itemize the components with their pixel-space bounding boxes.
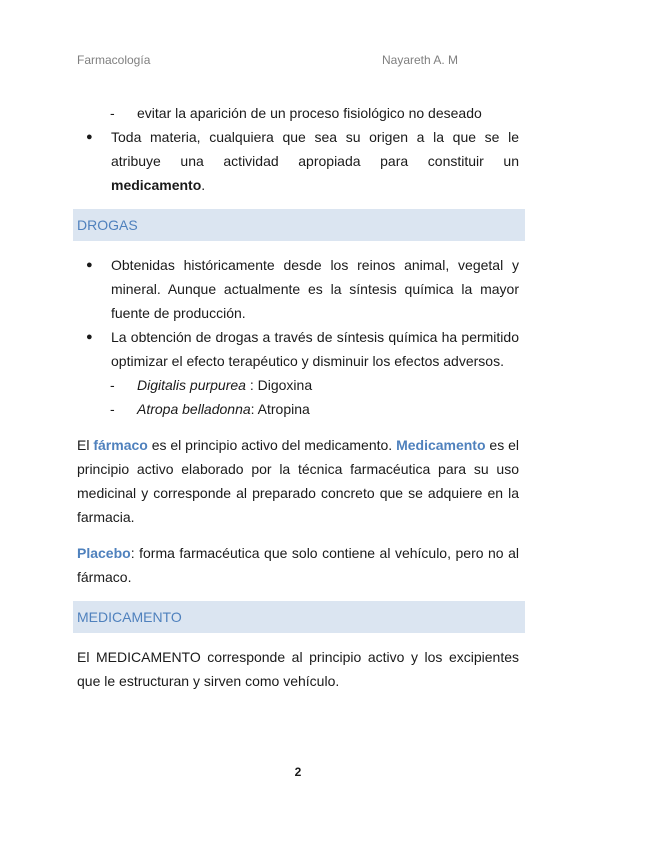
page-number: 2 [294, 765, 302, 779]
list-item [77, 253, 519, 325]
bullet-marker: ● [86, 131, 93, 143]
list-item-text: La obtención de drogas a través de síntesis química ha permitido optimizar el efecto terapéutico y disminuir los efectos adversos. [111, 329, 519, 369]
bullet-marker: ● [86, 259, 93, 271]
separator: : [245, 377, 258, 393]
farmaco-paragraph [77, 433, 519, 529]
example-item [77, 397, 519, 421]
bold-term: medicamento [111, 177, 202, 193]
bullet-marker: ● [86, 331, 93, 343]
list-item-text: Toda materia, cualquiera que sea su origen a la que se le atribuye una actividad apropiada para constituir un [111, 129, 519, 169]
term-medicamento: Medicamento [396, 437, 486, 453]
text: es el principio activo elaborado por la técnica farmacéutica para su uso medicinal y corresponde al preparado concreto que se adquiere en la farmacia. [77, 437, 519, 525]
species-name: Digitalis purpurea [137, 377, 246, 393]
text: El [77, 437, 94, 453]
term-placebo: Placebo [77, 545, 131, 561]
section-heading-medicamento: MEDICAMENTO [73, 601, 525, 633]
example-item [77, 373, 519, 397]
drug-name: Digoxina [257, 377, 313, 393]
dash-marker: - [110, 377, 115, 393]
placebo-paragraph [77, 541, 519, 589]
dash-marker: - [110, 105, 115, 121]
punctuation: . [201, 177, 206, 193]
species-name: Atropa belladonna [137, 401, 251, 417]
separator: : [250, 401, 258, 417]
text: : forma farmacéutica que solo contiene al vehículo, pero no al fármaco. [77, 545, 519, 585]
list-item [77, 125, 519, 197]
header-course-title: Farmacología [77, 53, 151, 67]
list-item [77, 101, 519, 125]
page-content [77, 101, 519, 693]
dash-marker: - [110, 401, 115, 417]
header-author: Nayareth A. M [382, 53, 459, 67]
term-farmaco: fármaco [93, 437, 148, 453]
text: es el principio activo del medicamento. [147, 437, 397, 453]
list-item [77, 325, 519, 373]
section-heading-drogas: DROGAS [73, 209, 525, 241]
list-item-text: Obtenidas históricamente desde los reinos animal, vegetal y mineral. Aunque actualmente es la síntesis química la mayor fuente de producción. [111, 257, 519, 321]
medicamento-paragraph: El MEDICAMENTO corresponde al principio activo y los excipientes que le estructuran y sirven como vehículo. [77, 649, 519, 689]
drug-name: Atropina [257, 401, 310, 417]
list-item-text: evitar la aparición de un proceso fisiológico no deseado [137, 105, 482, 121]
